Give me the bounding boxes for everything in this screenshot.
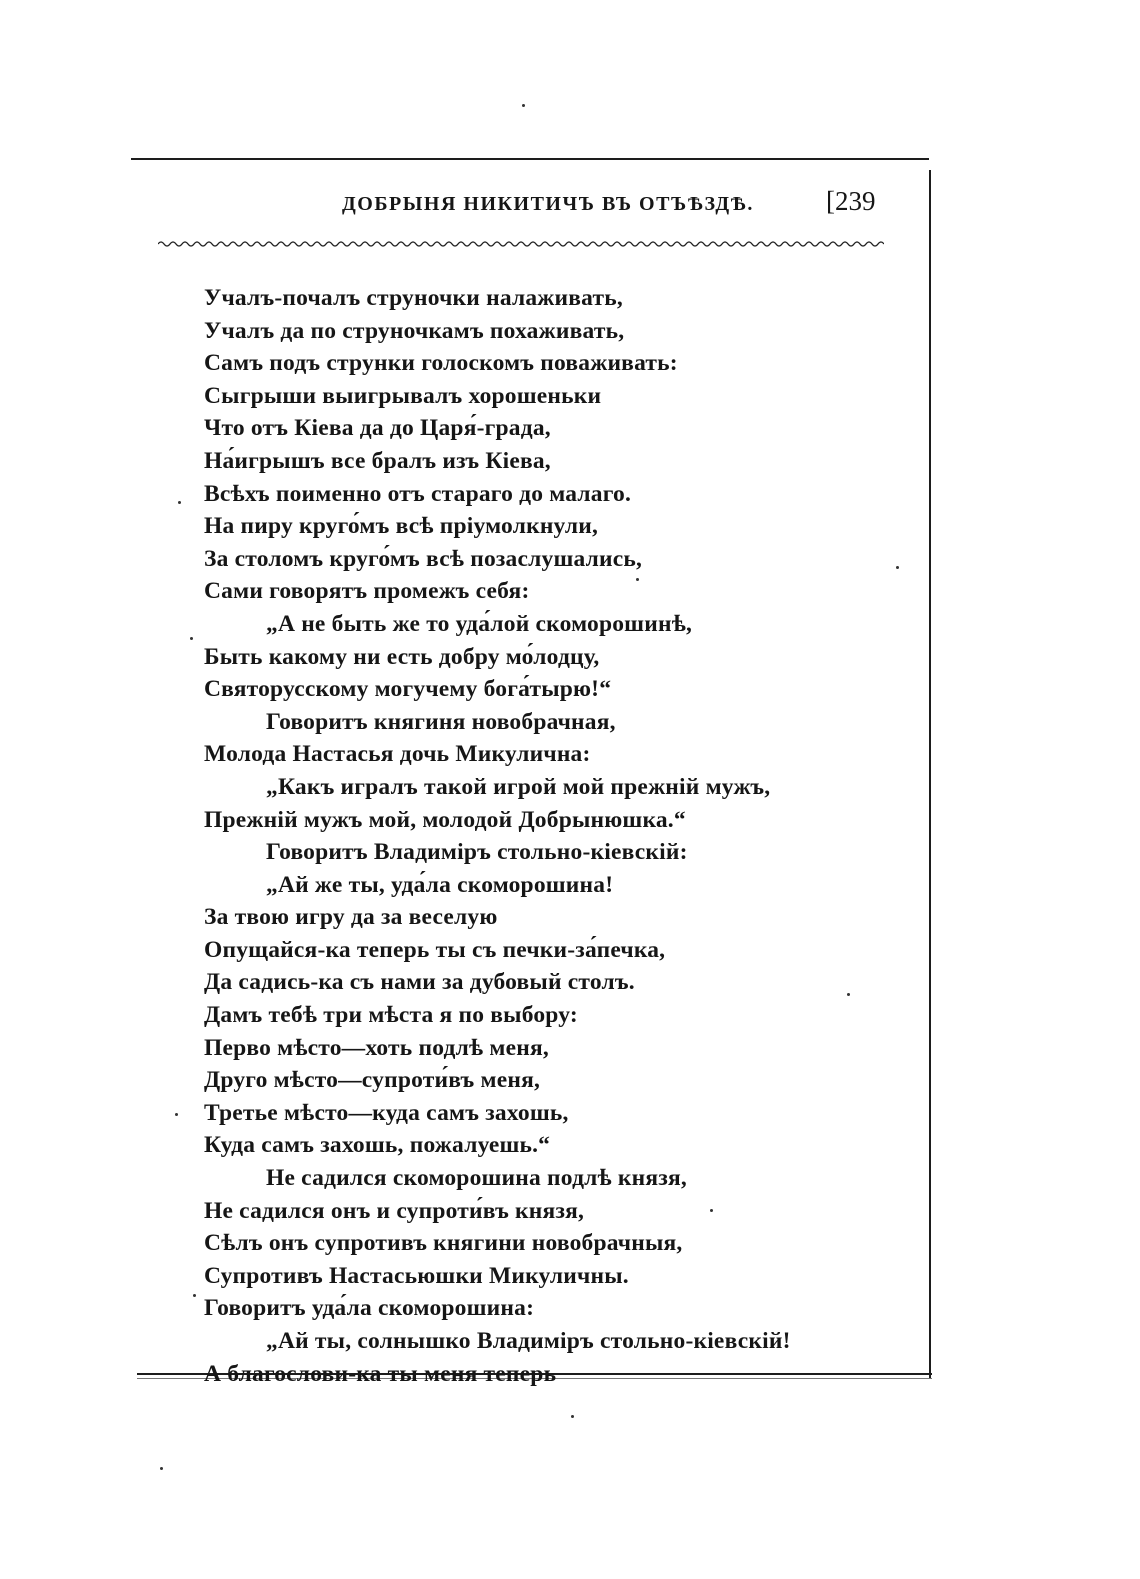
print-speck: [175, 1113, 178, 1116]
verse-line: Говоритъ Владиміръ стольно-кіевскій:: [266, 839, 688, 866]
print-speck: [847, 993, 850, 996]
verse-line: Друго мѣсто—супроти́въ меня,: [204, 1067, 541, 1094]
verse-line: Самъ подъ струнки голоскомъ поваживать:: [204, 350, 678, 377]
verse-line: Супротивъ Настасьюшки Микуличны.: [204, 1262, 629, 1289]
verse-line: На пиру круго́мъ всѣ пріумолкнули,: [204, 513, 599, 540]
verse-line: Учалъ да по струночкамъ похаживать,: [204, 317, 625, 344]
verse-line: Учалъ-почалъ струночки налаживать,: [204, 285, 623, 311]
verse-line: Всѣхъ поименно отъ стараго до малаго.: [204, 480, 632, 507]
verse-line: „А не быть же то уда́лой скоморошинѣ,: [266, 610, 693, 637]
verse-line: „Ай же ты, уда́ла скоморошина!: [266, 871, 614, 898]
verse-line: Что отъ Кіева да до Царя́-града,: [204, 415, 551, 442]
verse-line: За твою игру да за веселую: [204, 904, 498, 931]
verse-line: Прежній мужъ мой, молодой Добрынюшка.“: [204, 806, 686, 833]
verse-line: Третье мѣсто—куда самъ захошь,: [204, 1099, 569, 1126]
verse-line: Дамъ тебѣ три мѣста я по выбору:: [204, 1002, 578, 1029]
top-rule: [131, 158, 929, 160]
print-speck: [710, 1209, 713, 1212]
verse-line: Быть какому ни есть добру мо́лодцу,: [204, 643, 600, 670]
verse-line: Молода Настасья дочь Микулична:: [204, 741, 591, 768]
verse-line: Да садись-ка съ нами за дубовый столъ.: [204, 969, 635, 996]
verse-line: Говоритъ княгиня новобрачная,: [266, 708, 616, 735]
verse-line: Не садился скоморошина подлѣ князя,: [266, 1165, 687, 1192]
print-speck: [896, 566, 899, 569]
print-speck: [160, 1467, 163, 1470]
verse-line: „Ай ты, солнышко Владиміръ стольно-кіевскій!: [266, 1328, 791, 1354]
verse-line: А благослови-ка ты меня теперь: [204, 1360, 557, 1387]
print-speck: [571, 1415, 574, 1418]
verse-line: Куда самъ захошь, пожалуешь.“: [204, 1132, 551, 1159]
verse-line: Перво мѣсто—хоть подлѣ меня,: [204, 1034, 549, 1061]
verse-line: Сами говорятъ промежъ себя:: [204, 578, 530, 605]
verse-line: Не садился онъ и супроти́въ князя,: [204, 1197, 585, 1224]
page-number: [239: [826, 186, 876, 216]
wavy-ornament-rule: [158, 237, 884, 251]
print-speck: [190, 637, 193, 640]
verse-line: За столомъ круго́мъ всѣ позаслушались,: [204, 545, 643, 572]
verse-line: На́игрышъ все бралъ изъ Кіева,: [204, 447, 551, 474]
verse-line: Святорусскому могучему бога́тырю!“: [204, 676, 612, 703]
verse-line: Говоритъ уда́ла скоморошина:: [204, 1295, 535, 1322]
verse-text: [204, 282, 791, 1390]
right-rule: [929, 170, 931, 1378]
running-head-title: ДОБРЫНЯ НИКИТИЧЪ ВЪ ОТЪѢЗДѢ.: [342, 193, 754, 215]
print-speck: [193, 1294, 196, 1297]
print-speck: [522, 104, 525, 107]
print-speck: [178, 501, 181, 504]
print-speck: [636, 578, 639, 581]
verse-line: „Какъ игралъ такой игрой мой прежній мужъ,: [266, 773, 771, 800]
verse-line: Сыгрыши выигрывалъ хорошеньки: [204, 382, 602, 409]
verse-line: Опущайся-ка теперь ты съ печки-за́печка,: [204, 936, 666, 963]
verse-line: Сѣлъ онъ супротивъ княгини новобрачныя,: [204, 1230, 683, 1257]
